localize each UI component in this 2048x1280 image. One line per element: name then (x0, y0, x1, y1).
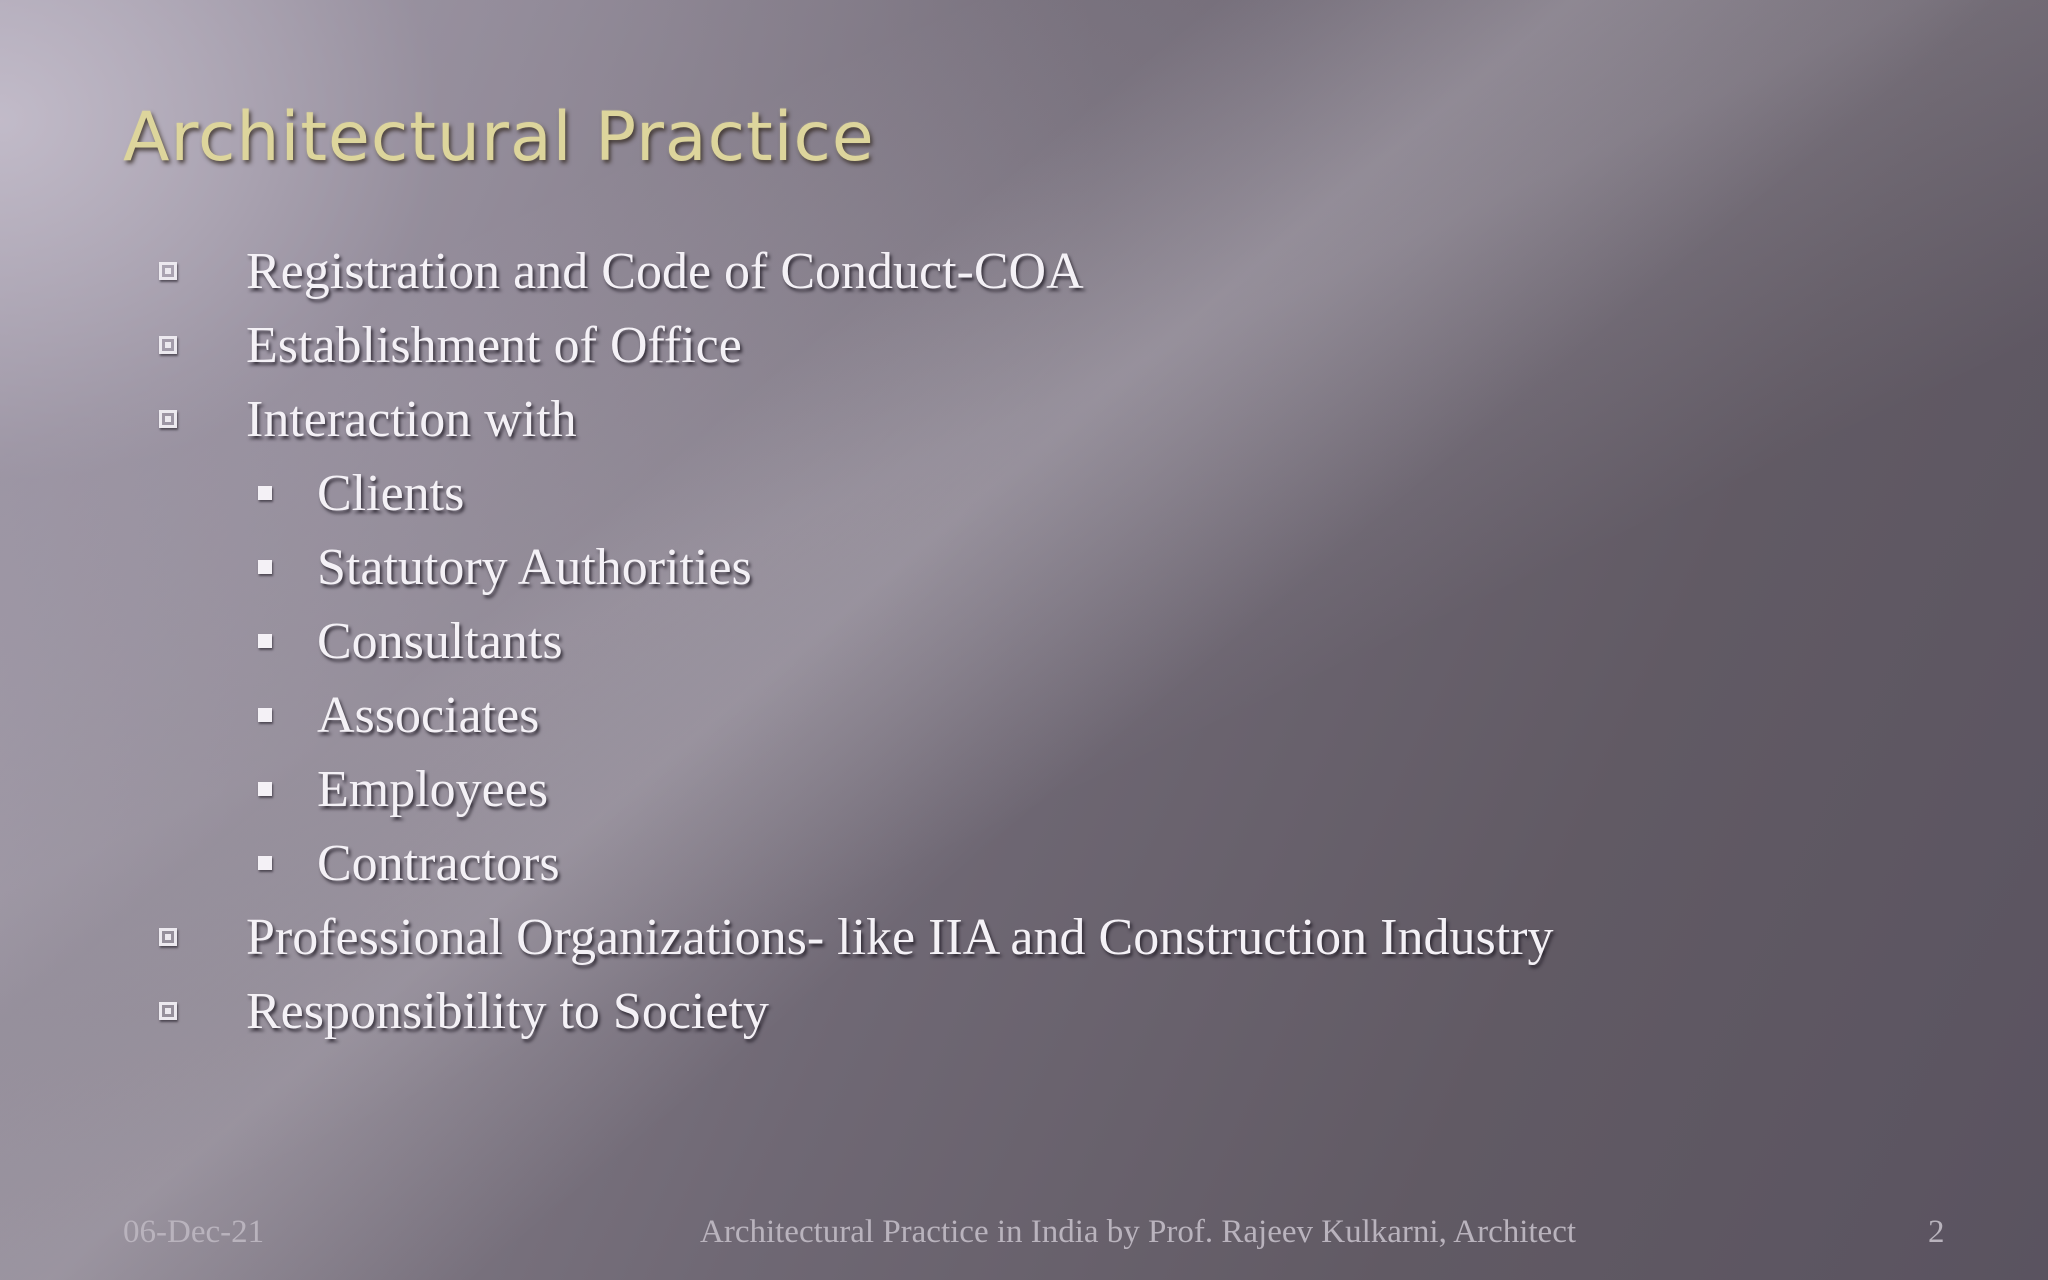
boxed-square-bullet-icon (159, 928, 177, 946)
bullet-text: Registration and Code of Conduct-COA (246, 242, 1084, 300)
square-bullet-icon (258, 560, 272, 574)
square-bullet-icon (258, 856, 272, 870)
boxed-square-bullet-icon (159, 410, 177, 428)
boxed-square-bullet-icon (159, 1002, 177, 1020)
square-bullet-icon (258, 782, 272, 796)
slide-title: Architectural Practice (123, 98, 875, 177)
bullet-text: Interaction with (246, 390, 577, 448)
square-bullet-icon (258, 486, 272, 500)
sub-bullet-text: Employees (317, 760, 549, 818)
sub-bullet-text: Associates (317, 686, 540, 744)
sub-bullet-text: Statutory Authorities (317, 538, 752, 596)
square-bullet-icon (258, 708, 272, 722)
boxed-square-bullet-icon (159, 336, 177, 354)
footer-presentation-info: Architectural Practice in India by Prof. Rajeev Kulkarni, Architect (700, 1214, 1577, 1250)
footer-date: 06-Dec-21 (123, 1214, 265, 1250)
sub-bullet-text: Clients (317, 464, 465, 522)
bullet-text: Establishment of Office (246, 316, 742, 374)
slide-number: 2 (1928, 1214, 1945, 1250)
sub-bullet-text: Consultants (317, 612, 563, 670)
boxed-square-bullet-icon (159, 262, 177, 280)
bullet-text: Responsibility to Society (246, 982, 769, 1040)
bullet-text: Professional Organizations- like IIA and Construction Industry (246, 908, 1554, 966)
sub-bullet-text: Contractors (317, 834, 560, 892)
square-bullet-icon (258, 634, 272, 648)
